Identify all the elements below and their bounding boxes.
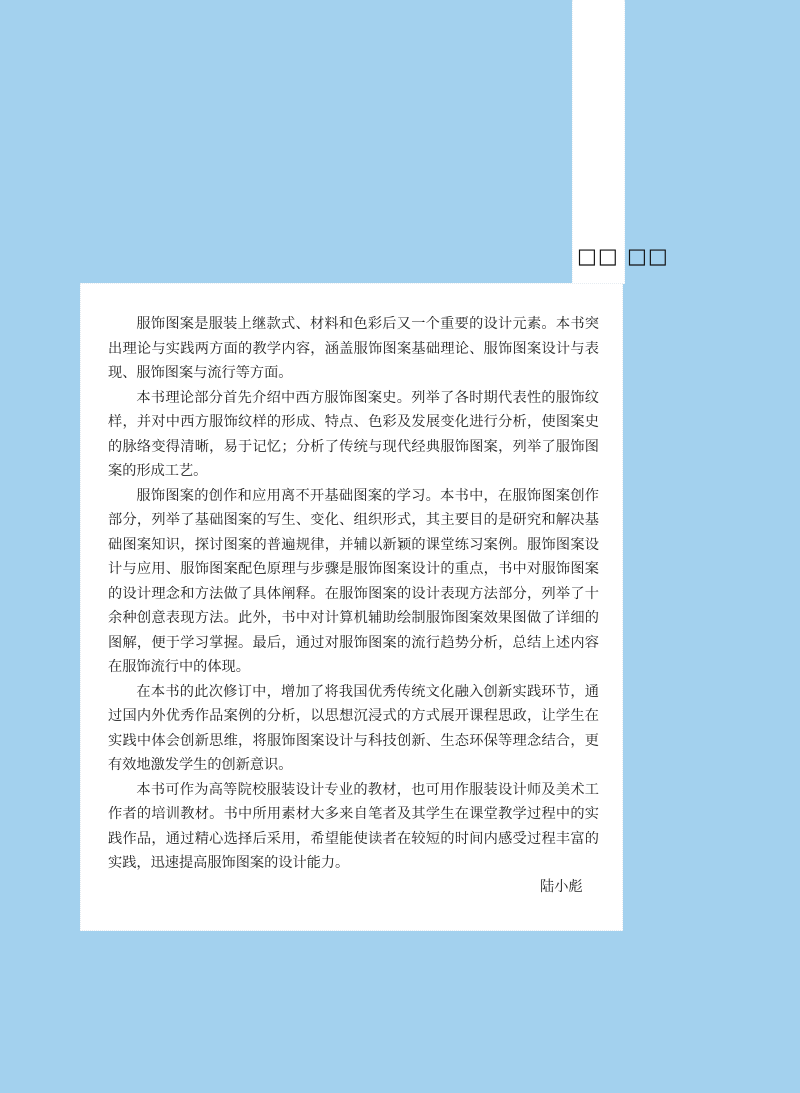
paragraph: 在本书的此次修订中，增加了将我国优秀传统文化融入创新实践环节，通过国内外优秀作品案例的分析，以思想沉浸式的方式展开课程思政，让学生在实践中体会创新思维，将服饰图案设计与科技创新、生态环保等理念结合，更有效地激发学生的创新意识。 [108, 683, 599, 773]
paragraph: 服饰图案的创作和应用离不开基础图案的学习。本书中，在服饰图案创作部分，列举了基础图案的写生、变化、组织形式，其主要目的是研究和解决基础图案知识，探讨图案的普遍规律，并辅以新颖的课堂练习案例。服饰图案设计与应用、服饰图案配色原理与步骤是服饰图案设计的重点，书中对服饰图案的设计理念和方法做了具体阐释。在服饰图案的设计表现方法部分，列举了十余种创意表现方法。此外，书中对计算机辅助绘制服饰图案效果图做了详细的图解，便于学习掌握。最后，通过对服饰图案的流行趋势分析，总结上述内容在服饰流行中的体现。 [108, 487, 599, 675]
paragraph: 服饰图案是服装上继款式、材料和色彩后又一个重要的设计元素。本书突出理论与实践两方面的教学内容，涵盖服饰图案基础理论、服饰图案设计与表现、服饰图案与流行等方面。 [108, 316, 599, 381]
page-title: □□ □□ [577, 244, 669, 268]
author-signature: 陆小彪 [540, 879, 583, 895]
paragraph: 本书理论部分首先介绍中西方服饰图案史。列举了各时期代表性的服饰纹样，并对中西方服饰纹样的形成、特点、色彩及发展变化进行分析，使图案史的脉络变得清晰，易于记忆；分析了传统与现代经典服饰图案，列举了服饰图案的形成工艺。 [108, 389, 599, 479]
preface-body [108, 312, 599, 876]
top-tab-panel [572, 0, 625, 284]
paragraph: 本书可作为高等院校服装设计专业的教材，也可用作服装设计师及美术工作者的培训教材。书中所用素材大多来自笔者及其学生在课堂教学过程中的实践作品，通过精心选择后采用，希望能使读者在较短的时间内感受过程丰富的实践，迅速提高服饰图案的设计能力。 [108, 781, 599, 871]
